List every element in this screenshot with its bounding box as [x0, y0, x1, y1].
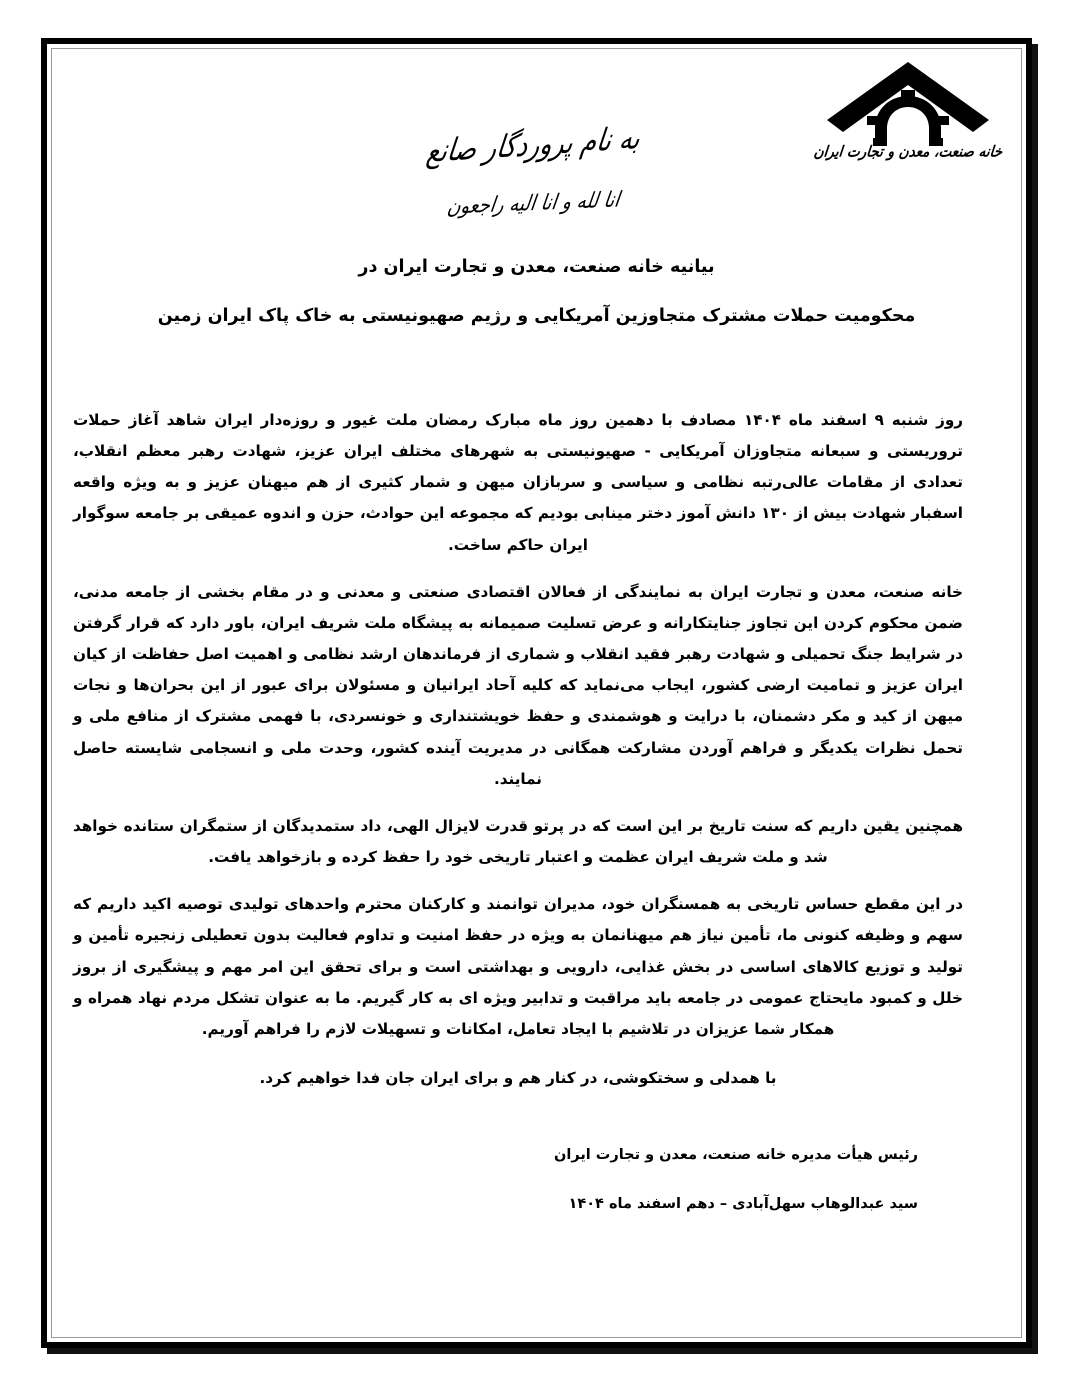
calligraphy-block: [378, 119, 688, 220]
title-line-1: بیانیه خانه صنعت، معدن و تجارت ایران در: [358, 257, 715, 277]
paragraph-3: همچنین یقین داریم که سنت تاریخ بر این است که در پرتو قدرت لایزال الهی، داد ستمدیدگان از ستمگران ستانده خواهد شد و ملت شریف ایران عظمت و اعتبار تاریخی خود را حفظ کرده و بازخواهد یافت.: [73, 816, 963, 867]
letterhead-logo: [810, 58, 1006, 160]
signatory-name-and-date: سید عبدالوهاب سهل‌آبادی – دهم اسفند ماه ۱۴۰۴: [568, 1195, 918, 1212]
signatory-role: رئیس هیأت مدیره خانه صنعت، معدن و تجارت ایران: [553, 1146, 918, 1163]
logo-caption: خانه صنعت، معدن و تجارت ایران: [812, 143, 1004, 161]
paragraph-1: روز شنبه ۹ اسفند ماه ۱۴۰۴ مصادف با دهمین روز ماه مبارک رمضان ملت غیور و روزه‌دار ایران شاهد آغاز حملات تروریستی و سبعانه متجاوزان آمریکایی - صهیونیستی به شهرهای مختلف ایران عزیز، شهادت رهبر معظم انقلاب، تعدادی از مقامات عالی‌رتبه نظامی و سیاسی و سربازان میهن و شمار کثیری از هم میهنان عزیز و به ویژه واقعه اسفبار شهادت بیش از ۱۳۰ دانش آموز دختر مینابی بودیم که مجموعه این حوادث، حزن و اندوه عمیقی بر جامعه سوگوار ایران حاکم ساخت.: [73, 411, 964, 554]
house-roof-arch-logo-icon: [823, 58, 993, 150]
quran-verse-text: انا لله و انا اليه راجعون: [445, 187, 621, 220]
invocation-text: به نام پروردگار صانع: [423, 119, 643, 170]
document-content: [55, 50, 1018, 1336]
paragraph-2: خانه صنعت، معدن و تجارت ایران به نمایندگی از فعالان اقتصادی صنعتی و معدنی و در مقام بخشی از جامعه مدنی، ضمن محکوم کردن این تجاوز جنایتکارانه و عرض تسلیت صمیمانه به پیشگاه ملت شریف ایران، باور دارد که قرار گرفتن در شرایط جنگ تحمیلی و شهادت رهبر فقید انقلاب و شماری از فرماندهان ارشد نظامی و اهمیت اصل حفاظت از کیان ایران عزیز و تمامیت ارضی کشور، ایجاب می‌نماید که کلیه آحاد ایرانیان و مسئولان برای عبور از این بحران‌ها و نجات میهن از کید و مکر دشمنان، با درایت و هوشمندی و حفظ خویشتنداری و خونسردی، با فهمی مشترک از منافع ملی و تحمل نظرات یکدیگر و فراهم آوردن مشارکت همگانی در مدیریت آینده کشور، وحدت ملی و انسجامی شایسته حاصل نمایند.: [73, 582, 963, 788]
title-line-2: محکومیت حملات مشترک متجاوزین آمریکایی و رژیم صهیونیستی به خاک پاک ایران زمین: [157, 306, 916, 327]
document-body: [73, 405, 963, 1110]
document-title: [55, 255, 1018, 330]
paragraph-4: در این مقطع حساس تاریخی به همسنگران خود، مدیران توانمند و کارکنان محترم واحدهای تولیدی توصیه اکید داریم که سهم و وظیفه کنونی ما، تأمین نیاز هم میهنانمان به ویژه در حفظ امنیت و تداوم فعالیت بدون تعطیلی زنجیره تأمین و تولید و توزیع کالاهای اساسی در بخش غذایی، دارویی و بهداشتی است و برای تحقق این امر مهم و پیشگیری از بروز خلل و کمبود مایحتاج عمومی در جامعه باید مراقبت و تدابیر ویژه ای به کار گیریم. ما به عنوان تشکل مردم نهاد همراه و همکار شما عزیزان در تلاشیم با ایجاد تعامل، امکانات و تسهیلات لازم را فراهم آوریم.: [73, 895, 963, 1038]
signature-block: [554, 1144, 918, 1216]
closing-statement: با همدلی و سختکوشی، در کنار هم و برای ایران جان فدا خواهیم کرد.: [259, 1068, 777, 1087]
